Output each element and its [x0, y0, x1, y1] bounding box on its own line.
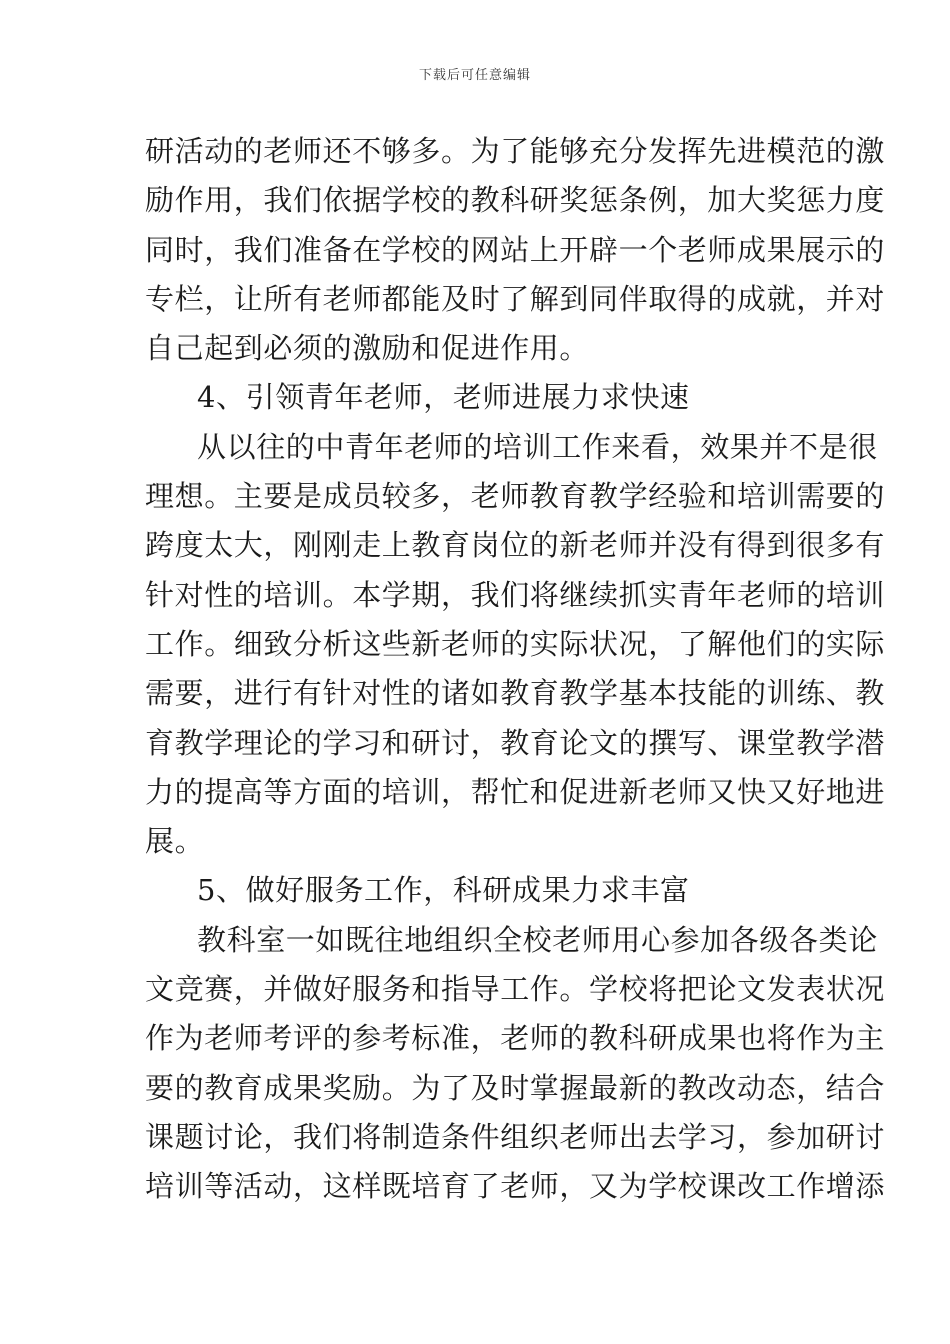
text-line: 课题讨论，我们将制造条件组织老师出去学习，参加研讨 — [145, 1119, 886, 1154]
text-line: 自己起到必须的激励和促进作用。 — [145, 331, 590, 366]
text-line: 同时，我们准备在学校的网站上开辟一个老师成果展示的 — [145, 232, 886, 267]
text-line: 需要，进行有针对性的诸如教育教学基本技能的训练、教 — [145, 676, 886, 711]
text-line: 文竞赛，并做好服务和指导工作。学校将把论文发表状况 — [145, 972, 886, 1007]
text-line: 力的提高等方面的培训，帮忙和促进新老师又快又好地进 — [145, 774, 886, 809]
text-line: 励作用，我们依据学校的教科研奖惩条例，加大奖惩力度 — [145, 183, 886, 218]
text-line: 专栏，让所有老师都能及时了解到同伴取得的成就，并对 — [145, 281, 886, 316]
text-line: 工作。细致分析这些新老师的实际状况，了解他们的实际 — [145, 626, 886, 661]
page-header: 下载后可任意编辑 — [418, 68, 531, 83]
document-body — [145, 127, 886, 1212]
text-line: 从以往的中青年老师的培训工作来看，效果并不是很 — [197, 429, 878, 464]
text-line: 作为老师考评的参考标准，老师的教科研成果也将作为主 — [145, 1021, 886, 1056]
text-line: 针对性的培训。本学期，我们将继续抓实青年老师的培训 — [145, 577, 886, 612]
text-line: 培训等活动，这样既培育了老师，又为学校课改工作增添 — [145, 1169, 886, 1204]
text-line: 要的教育成果奖励。为了及时掌握最新的教改动态，结合 — [145, 1070, 886, 1105]
text-line: 研活动的老师还不够多。为了能够充分发挥先进模范的激 — [145, 134, 886, 168]
text-line: 理想。主要是成员较多，老师教育教学经验和培训需要的 — [145, 479, 886, 514]
text-line: 展。 — [145, 824, 205, 859]
text-line: 4、引领青年老师，老师进展力求快速 — [197, 380, 690, 415]
text-line: 5、做好服务工作，科研成果力求丰富 — [197, 873, 690, 908]
text-line: 育教学理论的学习和研讨，教育论文的撰写、课堂教学潜 — [145, 725, 886, 760]
text-line: 跨度太大，刚刚走上教育岗位的新老师并没有得到很多有 — [145, 528, 886, 563]
text-line: 教科室一如既往地组织全校老师用心参加各级各类论 — [197, 922, 878, 957]
